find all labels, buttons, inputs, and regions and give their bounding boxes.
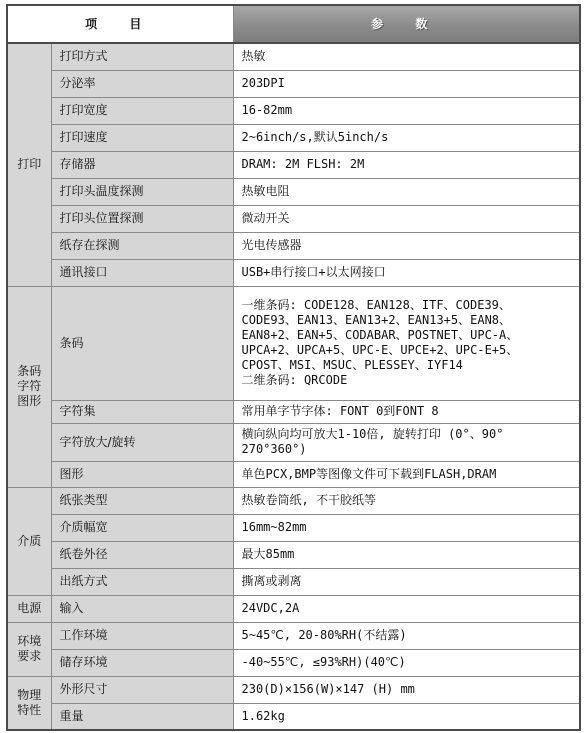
header-row xyxy=(7,5,580,43)
row-value: 1.62kg xyxy=(233,703,580,730)
row-value: 热敏卷筒纸, 不干胶纸等 xyxy=(233,487,580,514)
row-value: 24VDC,2A xyxy=(233,595,580,622)
row-label: 打印速度 xyxy=(51,124,233,151)
spec-table xyxy=(6,4,581,731)
row-label: 工作环境 xyxy=(51,622,233,649)
row-label: 打印方式 xyxy=(51,43,233,70)
row-label: 外形尺寸 xyxy=(51,676,233,703)
row-label: 输入 xyxy=(51,595,233,622)
row-label: 打印头位置探测 xyxy=(51,205,233,232)
row-head-pos xyxy=(7,205,580,232)
row-label: 储存环境 xyxy=(51,649,233,676)
row-paper-detect xyxy=(7,232,580,259)
row-print-width xyxy=(7,97,580,124)
category-media: 介质 xyxy=(7,487,51,595)
row-label: 纸张类型 xyxy=(51,487,233,514)
row-value: 热敏电阻 xyxy=(233,178,580,205)
category-print: 打印 xyxy=(7,43,51,286)
row-value: USB+串行接口+以太网接口 xyxy=(233,259,580,286)
value-line: 一维条码: CODE128、EAN128、ITF、CODE39、 xyxy=(241,298,511,312)
row-dimensions xyxy=(7,676,580,703)
header-item: 项 目 xyxy=(7,5,233,43)
row-value: 撕离或剥离 xyxy=(233,568,580,595)
row-value: DRAM: 2M FLSH: 2M xyxy=(233,151,580,178)
row-label: 字符放大/旋转 xyxy=(51,423,233,461)
row-label: 重量 xyxy=(51,703,233,730)
value-line: 二维条码: QRCODE xyxy=(241,373,348,387)
row-resolution xyxy=(7,70,580,97)
row-label: 条码 xyxy=(51,286,233,400)
row-value: 2~6inch/s,默认5inch/s xyxy=(233,124,580,151)
row-barcode xyxy=(7,286,580,400)
value-line: 270°360°) xyxy=(241,442,307,456)
row-value xyxy=(233,423,580,461)
row-media-width xyxy=(7,514,580,541)
category-physical: 物理 特性 xyxy=(7,676,51,730)
value-line: CPOST、MSI、MSUC、PLESSEY、IYF14 xyxy=(241,358,463,372)
row-print-speed xyxy=(7,124,580,151)
row-value: 16-82mm xyxy=(233,97,580,124)
category-power: 电源 xyxy=(7,595,51,622)
row-graphics xyxy=(7,461,580,487)
row-value: 微动开关 xyxy=(233,205,580,232)
row-roll-diameter xyxy=(7,541,580,568)
category-barcode: 条码 字符 图形 xyxy=(7,286,51,487)
category-environment: 环境 要求 xyxy=(7,622,51,676)
row-value: 热敏 xyxy=(233,43,580,70)
value-line: CODE93、EAN13、EAN13+2、EAN13+5、EAN8、 xyxy=(241,313,512,327)
row-label: 打印头温度探测 xyxy=(51,178,233,205)
row-value: 230(D)×156(W)×147 (H) mm xyxy=(233,676,580,703)
row-output-mode xyxy=(7,568,580,595)
row-label: 图形 xyxy=(51,461,233,487)
row-label: 存储器 xyxy=(51,151,233,178)
value-line: UPCA+2、UPCA+5、UPC-E、UPCE+2、UPC-E+5、 xyxy=(241,343,519,357)
row-weight xyxy=(7,703,580,730)
row-interface xyxy=(7,259,580,286)
row-print-method xyxy=(7,43,580,70)
row-storage-env xyxy=(7,649,580,676)
row-label: 分泌率 xyxy=(51,70,233,97)
row-work-env xyxy=(7,622,580,649)
row-value: 常用单字节字体: FONT 0到FONT 8 xyxy=(233,400,580,423)
row-value: 203DPI xyxy=(233,70,580,97)
row-label: 通讯接口 xyxy=(51,259,233,286)
row-label: 出纸方式 xyxy=(51,568,233,595)
row-memory xyxy=(7,151,580,178)
row-value: 最大85mm xyxy=(233,541,580,568)
row-char-scale xyxy=(7,423,580,461)
row-label: 打印宽度 xyxy=(51,97,233,124)
row-label: 介质幅宽 xyxy=(51,514,233,541)
row-value: 5~45℃, 20-80%RH(不结露) xyxy=(233,622,580,649)
row-power-input xyxy=(7,595,580,622)
row-label: 纸卷外径 xyxy=(51,541,233,568)
row-label: 纸存在探测 xyxy=(51,232,233,259)
row-charset xyxy=(7,400,580,423)
header-param: 参 数 xyxy=(233,5,580,43)
row-value: 16mm~82mm xyxy=(233,514,580,541)
row-head-temp xyxy=(7,178,580,205)
row-value: 单色PCX,BMP等图像文件可下载到FLASH,DRAM xyxy=(233,461,580,487)
row-label: 字符集 xyxy=(51,400,233,423)
row-value: 光电传感器 xyxy=(233,232,580,259)
value-line: EAN8+2、EAN+5、CODABAR、POSTNET、UPC-A、 xyxy=(241,328,519,342)
row-value: -40~55℃, ≤93%RH)(40℃) xyxy=(233,649,580,676)
row-value xyxy=(233,286,580,400)
row-paper-type xyxy=(7,487,580,514)
value-line: 横向纵向均可放大1-10倍, 旋转打印 (0°、90° xyxy=(241,427,504,441)
